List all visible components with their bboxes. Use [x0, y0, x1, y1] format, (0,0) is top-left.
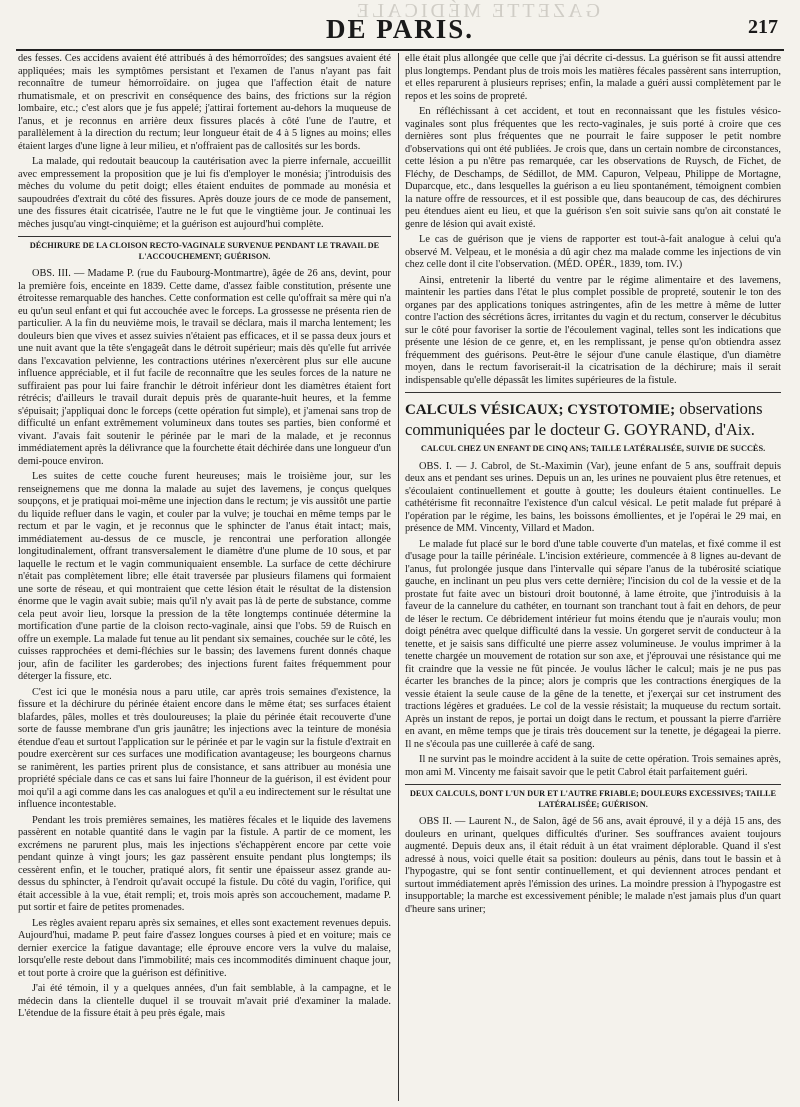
page-header — [0, 0, 800, 44]
section-rule — [405, 392, 781, 393]
column-divider — [398, 53, 399, 1101]
observation-label: OBS II. — [419, 816, 452, 827]
page-number: 217 — [748, 16, 778, 38]
case-caption: DEUX CALCULS, DONT L'UN DUR ET L'AUTRE FRIABLE; DOULEURS EXCESSIVES; TAILLE LATÉRALISÉE; GUÉRISON. — [409, 789, 777, 809]
paragraph: Pendant les trois premières semaines, les matières fécales et le liquide des lavemens passèrent en notable quantité dans le vagin par la fistule. A partir de ce moment, les excrémens ne parurent plus, mais les injections s'échappèrent encore par cette voie pendant quinze à vingt jours; les gaz passèrent ensuite pendant plus longtemps; ils cessèrent enfin, et le toucher, pratiqué alors, fit sentir une épaisseur assez grande au-dessus du sphincter, à l'endroit qu'avait occupé la fistule. Du côté du vagin, l'orifice, qui était accessible à la vue, était rempli; et, trois mois après son accouchement, madame P. put sortir et faire de petites promenades. — [18, 814, 391, 913]
journal-title: DE PARIS. — [325, 14, 475, 44]
observation-paragraph — [405, 816, 781, 916]
paragraph: Il ne survint pas le moindre accident à la suite de cette opération. Trois semaines après, mon ami M. Vincenty me faisait savoir que le petit Cabrol était parfaitement guéri. — [405, 754, 781, 778]
case-caption: CALCUL CHEZ UN ENFANT DE CINQ ANS; TAILLE LATÉRALISÉE, SUIVIE DE SUCCÈS. — [420, 444, 766, 453]
observation-label: OBS. III. — [32, 268, 71, 279]
section-title — [405, 399, 781, 439]
paragraph: La malade, qui redoutait beaucoup la cautérisation avec la pierre infernale, accueillit avec empressement la proposition que je lui fis d'employer le monésia; j'introduisis des mèches du volume du petit doigt; elles étaient enduites de pommade au monésia et saupoudrées d'extrait du côté des fissures. Après douze jours de ce mode de pansement, une des fissures était cicatrisée, l'autre ne le fut que le vingtième jour. Je continuai les mèches jusqu'au vingt-cinquième; et la guérison est aujourd'hui complète. — [18, 156, 391, 230]
observation-paragraph — [18, 268, 391, 468]
paragraph: Le malade fut placé sur le bord d'une table couverte d'un matelas, et fixé comme il est d'usage pour la taille périnéale. L'incision extérieure, commencée à 8 lignes au-devant de l'anus, fut prolongée jusque dans l'intervalle qui sépare l'anus de la tubérosité sciatique gauche, en inclinant un peu plus vers cette dernière; l'incision du col de la vessie et de la prostate fut faite avec un bistouri droit boutonné, à lame étroite, que j'introduisis à la faveur de la cannelure du cathéter, en tournant son tranchant tout à fait en dehors, de peur de léser le rectum. Ce débridement intérieur fut moins étendu que je n'aurais voulu; mon doigt pénétra avec quelque difficulté dans la vessie. Un gorgeret servit de conducteur à la tenette, et je saisis sans difficulté une pierre assez volumineuse. Je voulus imprimer à la tenette chargée un mouvement de rotation sur son axe, et j'éprouvai une résistance qui me fit craindre que la vessie ne fût pincée. Je voulus lâcher le calcul; mais je ne pus pas écarter les branches de la pince; alors je compris que les contractions énergiques de la vessie étaient la seule cause de la gêne de la tenette, et j'exerçai sur cet instrument des tractions légères et graduées. Le col de la vessie résistait; la muqueuse du rectum sortait. Après un instant de repos, je portai un doigt dans le rectum, et poussant la pierre d'arrière en avant, en même temps que je tirais très doucement sur la tenette, je dégageai la pierre. Il ne s'écoula pas une cuillerée à café de sang. — [405, 538, 781, 750]
paragraph: Le cas de guérison que je viens de rapporter est tout-à-fait analogue à celui qu'a observé M. Velpeau, et le monésia a dû agir chez ma malade comme les injections de vin chez celle dont il cite l'observation. (MÉD. OPÉR., 1839, tom. IV.) — [405, 234, 781, 270]
paragraph: J'ai été témoin, il y a quelques années, d'un fait semblable, à la campagne, et le médecin dans la clientelle duquel il se trouvait m'avait prié d'examiner la malade. L'étendue de la fissure était à peu près égale, mais — [18, 983, 391, 1019]
right-column — [405, 53, 781, 1103]
section-rule — [18, 236, 391, 237]
observation-text: — J. Cabrol, de St.-Maximin (Var), jeune enfant de 5 ans, souffrait depuis deux ans et pendant ses urines. Depuis un an, les urines ne pouvaient plus être retenues, et s'écoulaient continuellement et goutte à goutte; les douleurs étaient continuelles. Le cathétérisme fit reconnaître l'existence d'un calcul vésical. Le petit malade fut préparé à l'opération par le régime, les bains, les boissons émollientes, et je l'opérai le 29 mai, en présence de MM. Vincenty, Villard et Madon. — [405, 460, 781, 534]
paragraph: C'est ici que le monésia nous a paru utile, car après trois semaines d'existence, la fissure et la déchirure du périnée étaient encore dans le même état; ses surfaces étaient blafardes, pâles, molles et très douloureuses; la plaie du périnée était recouverte d'une sorte de fausse membrane d'un gris jaunâtre; les injections avec la teinture de monésia étendue d'eau et surtout l'application sur le périnée et par le vagin sur la fistule d'extrait en poudre exercèrent sur ces surfaces une modification avantageuse; les bourgeons charnus se ranimèrent, les parties prirent plus de consistance, et sans attribuer au monésia une propriété spéciale dans ce cas et sans lui faire l'honneur de la guérison, il est évident pour moi qu'il a agi comme dans les cas analogues et qu'il a eu indirectement sur le résultat une influence incontestable. — [18, 686, 391, 810]
observation-paragraph — [405, 461, 781, 536]
observation-text: — Madame P. (rue du Faubourg-Montmartre), âgée de 26 ans, devint, pour la première fois, enceinte en 1839. Cette dame, d'assez faible constitution, présente une étroitesse remarquable des hanches. Cette conformation est celle qu'offrait sa mère qui n'a eu qu'un seul enfant et qui fut accouchée avec le forceps. La grossesse ne présenta rien de particulier. A la fin du neuvième mois, le travail se déclara, mais il marcha lentement; les douleurs bien que vives et assez suivies n'étaient pas efficaces, et il se passa deux jours et une nuit avant que la tête s'engageât dans le détroit supérieur; mais dès qu'elle fut arrivée dans l'excavation pelvienne, les contractions utérines n'exercèrent plus sur elle aucune influence appréciable, et il fut facile de reconnaître que les seules forces de la nature ne suffiraient pas pour lui faire franchir le détroit inférieur dont les diamètres étaient fort rétrécis; d'ailleurs le travail durait depuis près de quarante-huit heures, et la femme s'épuisait; j'appliquai donc le forceps (cette opération fut simple), et j'amenai sans trop de difficulté un enfant extrêmement volumineux dans toutes ses parties, bien conformé et vivant. J'avais fait soutenir le périnée par le mari de la malade, et je reconnus immédiatement après la délivrance que la fourchette était déchirée dans une longueur d'un demi-pouce environ. — [18, 268, 391, 467]
observation-text: — Laurent N., de Salon, âgé de 56 ans, avait éprouvé, il y a déjà 15 ans, des douleurs en urinant, quelques difficultés d'uriner. Ses souffrances avaient toujours augmenté. Depuis deux ans, il était réduit à un état vraiment déplorable. Quand il s'est adressé à nous, voici quelle était sa position: douleurs au pénis, dans tout le bassin et à l'hypogastre, qui se font sentir continuellement, et qui deviennent atroces pendant et surtout immédiatement après l'émission des urines. La moindre pression à l'hypogastre est insupportable; la marche est excessivement pénible; le malade n'est jamais plus d'un quart d'heure sans uriner; — [405, 816, 781, 915]
paragraph: des fesses. Ces accidens avaient été attribués à des hémorroïdes; des sangsues avaient été appliquées; mais les symptômes persistant et l'examen de l'anus n'ayant pas fait reconnaître de tumeur hémorroïdaire. on jugea que l'affection était de nature rhumatismale, et on prescrivit en conséquence des bains, des frictions sur la région lombaire, etc.; c'est alors que je fus appelé; j'attirai fortement au-dehors la muqueuse de l'anus, et je reconnus en arrière deux fissures placés à côté l'une de l'autre, et parallèlement à la direction du rectum; leur longueur était de 4 à 5 lignes au moins; elles étaient larges d'une ligne à leur milieu, et n'offraient pas de callosités sur les bords. — [18, 53, 391, 152]
bleed-through-text: GAZETTE MÉDICALE — [353, 0, 600, 22]
paragraph: En réfléchissant à cet accident, et tout en reconnaissant que les fistules vésico-vaginales sont plus fréquentes que les recto-vaginales, je suis porté à croire que ces dernières sont plus fréquentes que ne pourrait le faire supposer le petit nombre d'observations qui ont été publiées. Je crois que, dans un certain nombre de circonstances, cette lésion a pu n'être pas remarquée, car les observations de Ruysch, de Fichet, de Fléchy, de Deschamps, de Sédillot, de MM. Capuron, Velpeau, Philippe de Mortagne, Duparcque, etc., dans lesquelles la guérison a eu lieu spontanément, témoignent combien la nature offre de ressources, et il est possible que, dans beaucoup de cas, des déchirures peu étendues aient eu lieu, et que la guérison s'en soit suivie sans qu'on ait constaté le genre de lésion qui avait existé. — [405, 106, 781, 230]
observation-label: OBS. I. — [419, 460, 452, 472]
header-rule — [16, 49, 784, 51]
section-rule — [405, 784, 781, 785]
section-title-rest: observations communiquées par le docteur G. GOYRAND, d'Aix. — [405, 399, 763, 439]
paragraph: Ainsi, entretenir la liberté du ventre par le régime alimentaire et des lavemens, maintenir les parties dans l'état le plus complet possible de propreté, soutenir le ton des organes par des applications toniques astringentes, afin de les mettre à même de lutter contre l'action des sécrétions âcres, irritantes du vagin et du rectum, conserver le décubitus sur le côté pour favoriser la sortie de l'écoulement vaginal, telles sont les indications que présente une lésion de ce genre, et, en les remplissant, je pense qu'on obtiendra assez fréquemment des guérisons. Peut-être le séjour d'une canule élastique, d'un diamètre moyen, dans le rectum favoriserait-il la cicatrisation de la déchirure; mais il serait indispensable qu'elle dépassât les limites supérieures de la fistule. — [405, 274, 781, 386]
paragraph: Les règles avaient reparu après six semaines, et elles sont exactement revenues depuis. Aujourd'hui, madame P. peut faire d'assez longues courses à pied et en voiture; mais ce dernier exercice la fatigue davantage; elle éprouve encore vers la vulve du malaise, lorsqu'elle reste debout dans l'immobilité; mais ces incommodités diminuent chaque jour, et tout porte à croire que la guérison est définitive. — [18, 917, 391, 979]
paragraph: Les suites de cette couche furent heureuses; mais le troisième jour, sur les renseignemens que me donna la malade au sujet des lavemens, je conçus quelques soupçons, et je pratiquai moi-même une injection dans le rectum; je vis aussitôt une partie du liquide refluer dans le vagin, et couler par la vulve; je touchai en même temps par le rectum et par le vagin, et je reconnus que le sphincter de l'anus était intact; mais, immédiatement au-dessus de ce muscle, je rencontrai une perforation allongée longitudinalement, offrant transversalement le diamètre d'une plume de 10 sous, et par laquelle le rectum et le vagin communiquaient ensemble. La surface de cette déchirure n'était pas complètement libre; elle était traversée par plusieurs filamens qui formaient une sorte de réseau, et qui montraient que cette lésion était le résultat de la distension énorme que le vagin avait subie; mais qu'il n'y avait pas là de perte de substance, comme cela peut avoir lieu, lorsque la pression de la tête longtemps continuée détermine la mortification d'une partie de la cloison recto-vaginale, ainsi que l'obs. 59 de Ruisch en offre un exemple. La malade fut tenue au lit pendant six semaines, couchée sur le côté, les cuisses rapprochées et demi-fléchies sur le bassin; des lavemens furent donnés chaque jour, afin de faciliter les garderobes; des injections furent faites fréquemment pour déterger la fissure, etc. — [18, 471, 391, 682]
left-column — [18, 53, 391, 1103]
section-title-caps: CALCULS VÉSICAUX; CYSTOTOMIE; — [405, 402, 676, 418]
paragraph: elle était plus allongée que celle que j'ai décrite ci-dessus. La guérison se fit aussi attendre plus longtemps. Pendant plus de trois mois les matières fécales passèrent sans interruption, et elles reparurent à plusieurs reprises; enfin, la malade a guéri aussi complètement par le repos et les soins de propreté. — [405, 53, 781, 102]
case-caption: DÉCHIRURE DE LA CLOISON RECTO-VAGINALE SURVENUE PENDANT LE TRAVAIL DE L'ACCOUCHEMENT; GUÉRISON. — [29, 241, 380, 261]
